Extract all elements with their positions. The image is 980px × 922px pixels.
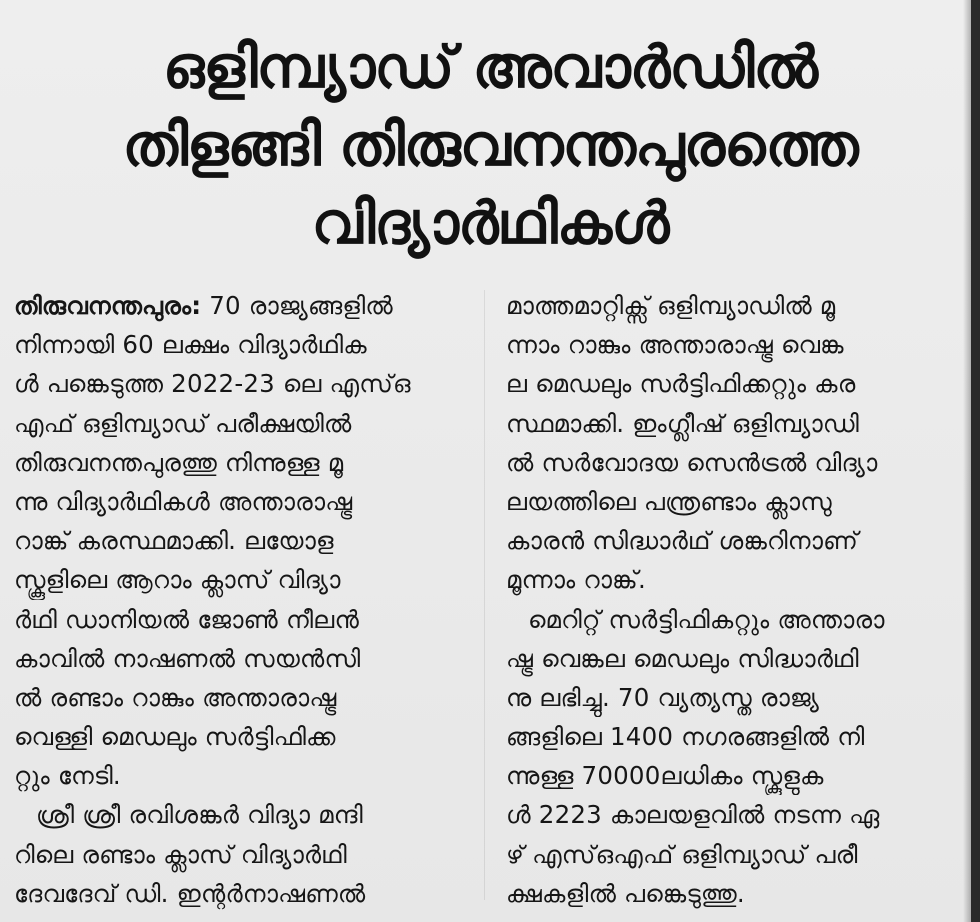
text-line: ന്നു വിദ്യാർഥികൾ അന്താരാഷ്ട്ര	[14, 486, 353, 516]
page-edge-shadow	[963, 0, 971, 922]
column-gutter	[484, 290, 485, 900]
text-line: സ്കൂളിലെ ആറാം ക്ലാസ് വിദ്യാ	[14, 565, 341, 595]
text-line: ൾ 2223 കാലയളവിൽ നടന്ന ഏ	[506, 800, 880, 830]
text-line: നിന്നായി 60 ലക്ഷം വിദ്യാർഥിക	[14, 330, 367, 360]
text-line: കാരൻ സിദ്ധാർഥ് ശങ്കറിനാണ്	[506, 526, 859, 556]
article-left-column	[14, 286, 464, 913]
text-line: ൾ പങ്കെടുത്ത 2022-23 ലെ എസ്ഒ	[14, 369, 411, 399]
text-line	[14, 286, 464, 325]
headline-line-1: ഒളിമ്പ്യാഡ് അവാർഡിൽ	[163, 33, 817, 101]
headline-line-3: വിദ്യാർഥികൾ	[311, 189, 669, 257]
text-line: റിലെ രണ്ടാം ക്ലാസ് വിദ്യാർഥി	[14, 839, 347, 869]
text-line: മൂന്നാം റാങ്ക്.	[506, 565, 646, 595]
text-line: ൽ രണ്ടാം റാങ്കും അന്താരാഷ്ട്ര	[14, 682, 337, 712]
text-line: റ്റും നേടി.	[14, 761, 121, 791]
text-line: ഴ് എസ്ഒഎഫ് ഒളിമ്പ്യാഡ് പരീ	[506, 839, 858, 869]
dateline: തിരുവനന്തപുരം:	[14, 291, 202, 320]
text-line: ർഥി ഡാനിയൽ ജോൺ നീലൻ	[14, 604, 360, 634]
text-line: ൽ സർവോദയ സെൻട്രൽ വിദ്യാ	[506, 447, 878, 477]
text-line: ഷ്ട്ര വെങ്കല മെഡലും സിദ്ധാർഥി	[506, 643, 859, 673]
text-line: എഫ് ഒളിമ്പ്യാഡ് പരീക്ഷയിൽ	[14, 408, 352, 438]
page-edge	[971, 0, 980, 922]
text-line: ല മെഡലും സർട്ടിഫിക്കറ്റും കര	[506, 369, 856, 399]
paragraph-start-line: ശ്രീ ശ്രീ രവിശങ്കർ വിദ്യാ മന്ദി	[36, 800, 363, 830]
text-line: ലയത്തിലെ പന്ത്രണ്ടാം ക്ലാസു	[506, 486, 832, 516]
text-line: കാവിൽ നാഷണൽ സയൻസി	[14, 643, 361, 673]
text-line: ന്നുള്ള 70000ലധികം സ്കൂളുക	[506, 761, 824, 791]
headline	[40, 28, 940, 262]
text-line: തിരുവനന്തപുരത്തു നിന്നുള്ള മൂ	[14, 447, 344, 477]
headline-line-2: തിളങ്ങി തിരുവനന്തപുരത്തെ	[122, 111, 858, 179]
text-line: സ്ഥമാക്കി. ഇംഗ്ലീഷ് ഒളിമ്പ്യാഡി	[506, 408, 860, 438]
article-right-column	[506, 286, 956, 913]
text-line: മാത്തമാറ്റിക്സ് ഒളിമ്പ്യാഡിൽ മൂ	[506, 291, 836, 320]
text-line: വെള്ളി മെഡലും സർട്ടിഫിക്ക	[14, 722, 336, 752]
text-line: നു ലഭിച്ചു. 70 വ്യത്യസ്ത രാജ്യ	[506, 682, 819, 712]
text-line: റാങ്ക് കരസ്ഥമാക്കി. ലയോള	[14, 526, 334, 556]
text-line: ദേവദേവ് ഡി. ഇന്റർനാഷണൽ	[14, 878, 366, 908]
text-line: ക്ഷകളിൽ പങ്കെടുത്തു.	[506, 878, 745, 908]
paragraph-start-line: മെറിറ്റ് സർട്ടിഫികറ്റും അന്താരാ	[528, 604, 885, 634]
text-line-content: 70 രാജ്യങ്ങളിൽ	[201, 291, 393, 320]
text-line: ന്നാം റാങ്കും അന്താരാഷ്ട്ര വെങ്ക	[506, 330, 844, 360]
text-line: ങ്ങളിലെ 1400 നഗരങ്ങളിൽ നി	[506, 722, 865, 752]
